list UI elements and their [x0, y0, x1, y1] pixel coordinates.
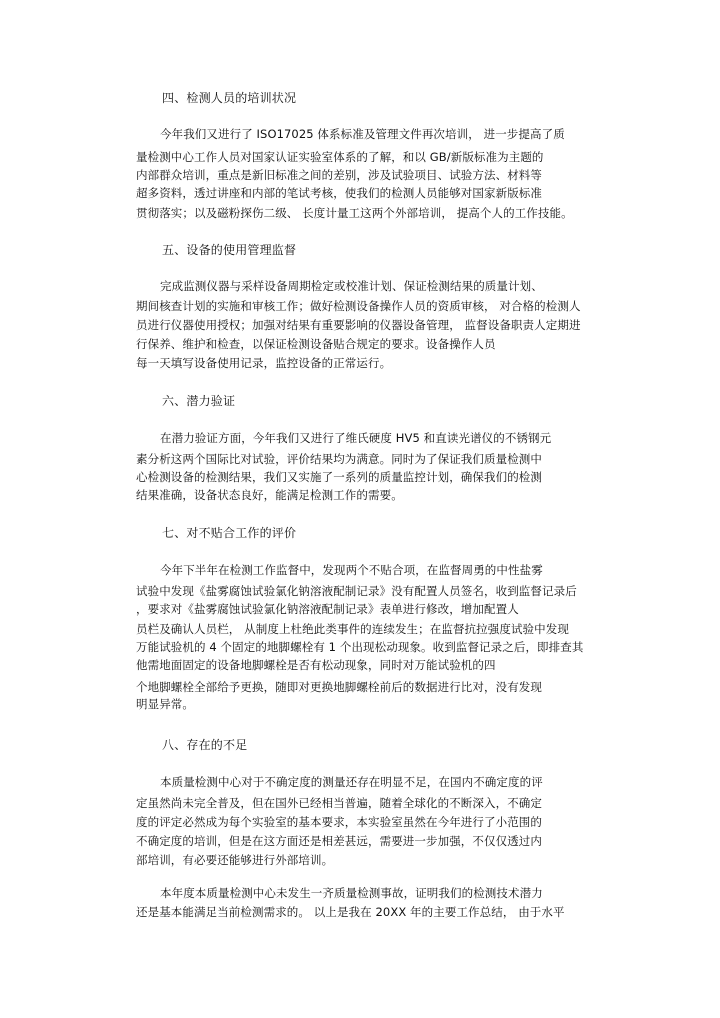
paragraph-line: 素分析这两个国际比对试验，评价结果均为满意。同时为了保证我们质量检测中 — [136, 452, 542, 466]
paragraph-line: 还是基本能满足当前检测需求的。 以上是我在 20XX 年的主要工作总结， 由于水平 — [136, 905, 565, 919]
paragraph-line: 员进行仪器使用授权；加强对结果有重要影响的仪器设备管理， 监督设备职责人定期进 — [136, 318, 581, 332]
paragraph-line: 明显异常。 — [136, 697, 194, 711]
section-heading-training: 四、检测人员的培训状况 — [162, 91, 297, 105]
section-heading-nonconformity: 七、对不贴合工作的评价 — [162, 526, 297, 540]
paragraph-line: 试验中发现《盐雾腐蚀试验氯化钠溶液配制记录》没有配置人员签名，收到监督记录后 — [136, 584, 577, 598]
paragraph-line: 本质量检测中心对于不确定度的测量还存在明显不足，在国内不确定度的评 — [160, 775, 543, 789]
paragraph-line: 内部群众培训，重点是新旧标准之间的差别，涉及试验项目、试验方法、材料等 — [136, 168, 542, 182]
paragraph-line: 本年度本质量检测中心未发生一齐质量检测事故，证明我们的检测技术潜力 — [160, 886, 543, 900]
paragraph-line: 期间核查计划的实施和审核工作；做好检测设备操作人员的资质审核， 对合格的检测人 — [136, 299, 581, 313]
paragraph-line: 度的评定必然成为每个实验室的基本要求，本实验室虽然在今年进行了小范围的 — [136, 815, 542, 829]
paragraph-line: 个地脚螺栓全部给予更换，随即对更换地脚螺栓前后的数据进行比对，没有发现 — [136, 680, 542, 694]
paragraph-line: 今年我们又进行了 ISO17025 体系标准及管理文件再次培训， 进一步提高了质 — [160, 127, 565, 141]
paragraph-line: 每一天填写设备使用记录，监控设备的正常运行。 — [136, 356, 392, 370]
section-heading-equipment: 五、设备的使用管理监督 — [162, 243, 297, 257]
paragraph-line: 超多资料，透过讲座和内部的笔试考核，使我们的检测人员能够对国家新版标准 — [136, 186, 542, 200]
paragraph-line: 他需地面固定的设备地脚螺栓是否有松动现象，同时对万能试验机的四 — [136, 658, 496, 672]
paragraph-line: 行保养、维护和检查，以保证检测设备贴合规定的要求。设备操作人员 — [136, 337, 496, 351]
section-heading-proficiency: 六、潜力验证 — [162, 394, 236, 408]
paragraph-line: 在潜力验证方面，今年我们又进行了维氏硬度 HV5 和直读光谱仪的不锈钢元 — [160, 431, 552, 445]
paragraph-line: 贯彻落实；以及磁粉探伤二级、 长度计量工这两个外部培训， 提高个人的工作技能。 — [136, 206, 573, 220]
paragraph-line: 量检测中心工作人员对国家认证实验室体系的了解，和以 GB/新版标准为主题的 — [136, 150, 544, 164]
paragraph-line: 部培训，有必要还能够进行外部培训。 — [136, 853, 334, 867]
paragraph-line: 员栏及确认人员栏， 从制度上杜绝此类事件的连续发生；在监督抗拉强度试验中发现 — [136, 622, 569, 636]
paragraph-line: 完成监测仪器与采样设备周期检定或校准计划、保证检测结果的质量计划、 — [160, 279, 543, 293]
paragraph-line: 定虽然尚未完全普及，但在国外已经相当普遍，随着全球化的不断深入，不确定 — [136, 796, 542, 810]
paragraph-line: 心检测设备的检测结果，我们又实施了一系列的质量监控计划，确保我们的检测 — [136, 470, 542, 484]
paragraph-line: 结果准确，设备状态良好，能满足检测工作的需要。 — [136, 488, 403, 502]
paragraph-line: 万能试验机的 4 个固定的地脚螺栓有 1 个出现松动现象。收到监督记录之后，即排查其 — [136, 640, 584, 654]
paragraph-line: 不确定度的培训，但是在这方面还是相差甚远，需要进一步加强，不仅仅透过内 — [136, 834, 542, 848]
paragraph-line: 今年下半年在检测工作监督中，发现两个不贴合项，在监督周勇的中性盐雾 — [160, 563, 543, 577]
section-heading-shortcomings: 八、存在的不足 — [162, 738, 248, 752]
paragraph-line: ，要求对《盐雾腐蚀试验氯化钠溶液配制记录》表单进行修改，增加配置人 — [136, 602, 519, 616]
